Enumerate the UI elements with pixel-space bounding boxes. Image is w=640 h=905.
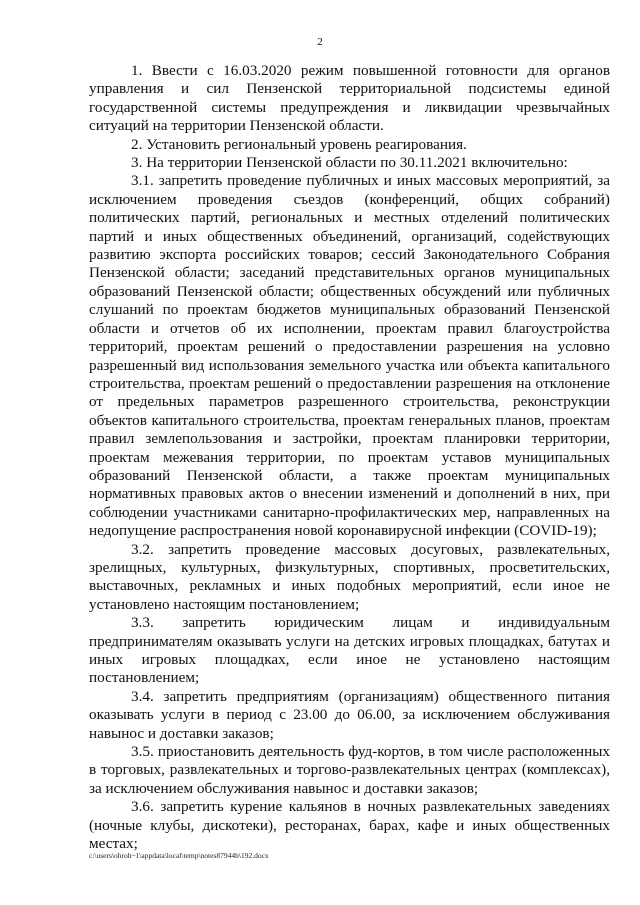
paragraph-3-2: 3.2. запретить проведение массовых досуговых, развлекательных, зрелищных, культурных, физкультурных, спортивных, просветительских, выставочных, рекламных и иных подобных мероприятий, если иное не установлено настоящим постановлением;: [89, 540, 610, 613]
paragraph-1: 1. Ввести с 16.03.2020 режим повышенной готовности для органов управления и сил Пензенской территориальной подсистемы единой государственной системы предупреждения и ликвидации чрезвычайных ситуаций на территории Пензенской области.: [89, 62, 610, 135]
paragraph-3-5: 3.5. приостановить деятельность фуд-кортов, в том числе расположенных в торговых, развлекательных и торгово-развлекательных центрах (комплексах), за исключением обслуживания навынос и доставки заказов;: [89, 743, 610, 797]
paragraph-3: 3. На территории Пензенской области по 30.11.2021 включительно:: [131, 154, 568, 172]
paragraph-3-3: 3.3. запретить юридическим лицам и индивидуальным предпринимателям оказывать услуги на детских игровых площадках, батутах и иных игровых площадках, если иное не установлено настоящим постановлением;: [89, 614, 610, 687]
document-body: [89, 62, 610, 853]
paragraph-3-6: 3.6. запретить курение кальянов в ночных развлекательных заведениях (ночные клубы, дискотеки), ресторанах, барах, кафе и иных общественных местах;: [89, 798, 610, 853]
paragraph-2: 2. Установить региональный уровень реагирования.: [131, 135, 467, 153]
file-path-footer: c:\users\ohroh~1\appdata\local\temp\notes87944b\192.docx: [89, 851, 269, 860]
paragraph-3-1: 3.1. запретить проведение публичных и иных массовых мероприятий, за исключением проведения съездов (конференций, общих собраний) политических партий, региональных и местных отделений политических партий и иных общественных объединений, организаций, содействующих развитию экспорта российских товаров; сессий Законодательного Собрания Пензенской области; заседаний представительных органов муниципальных образований Пензенской области; общественных обсуждений или публичных слушаний по проектам бюджетов муниципальных образований Пензенской области и отчетов об их исполнении, проектам правил благоустройства территорий, проектам решений о предоставлении разрешения на условно разрешенный вид использования земельного участка или объекта капитального строительства, проектам решений о предоставлении разрешения на отклонение от предельных параметров разрешенного строительства, реконструкции объектов капитального строительства, проектам генеральных планов, проектам правил землепользования и застройки, проектам планировки территории, проектам межевания территории, по проектам уставов муниципальных образований Пензенской области, а также проектам муниципальных нормативных правовых актов о внесении изменений и дополнений в них, при соблюдении участниками санитарно-профилактических мер, направленных на недопущение распространения новой коронавирусной инфекции (COVID-19);: [89, 172, 610, 540]
page-number: 2: [317, 36, 323, 48]
paragraph-3-4: 3.4. запретить предприятиям (организациям) общественного питания оказывать услуги в период с 23.00 до 06.00, за исключением обслуживания навынос и доставки заказов;: [89, 687, 610, 742]
